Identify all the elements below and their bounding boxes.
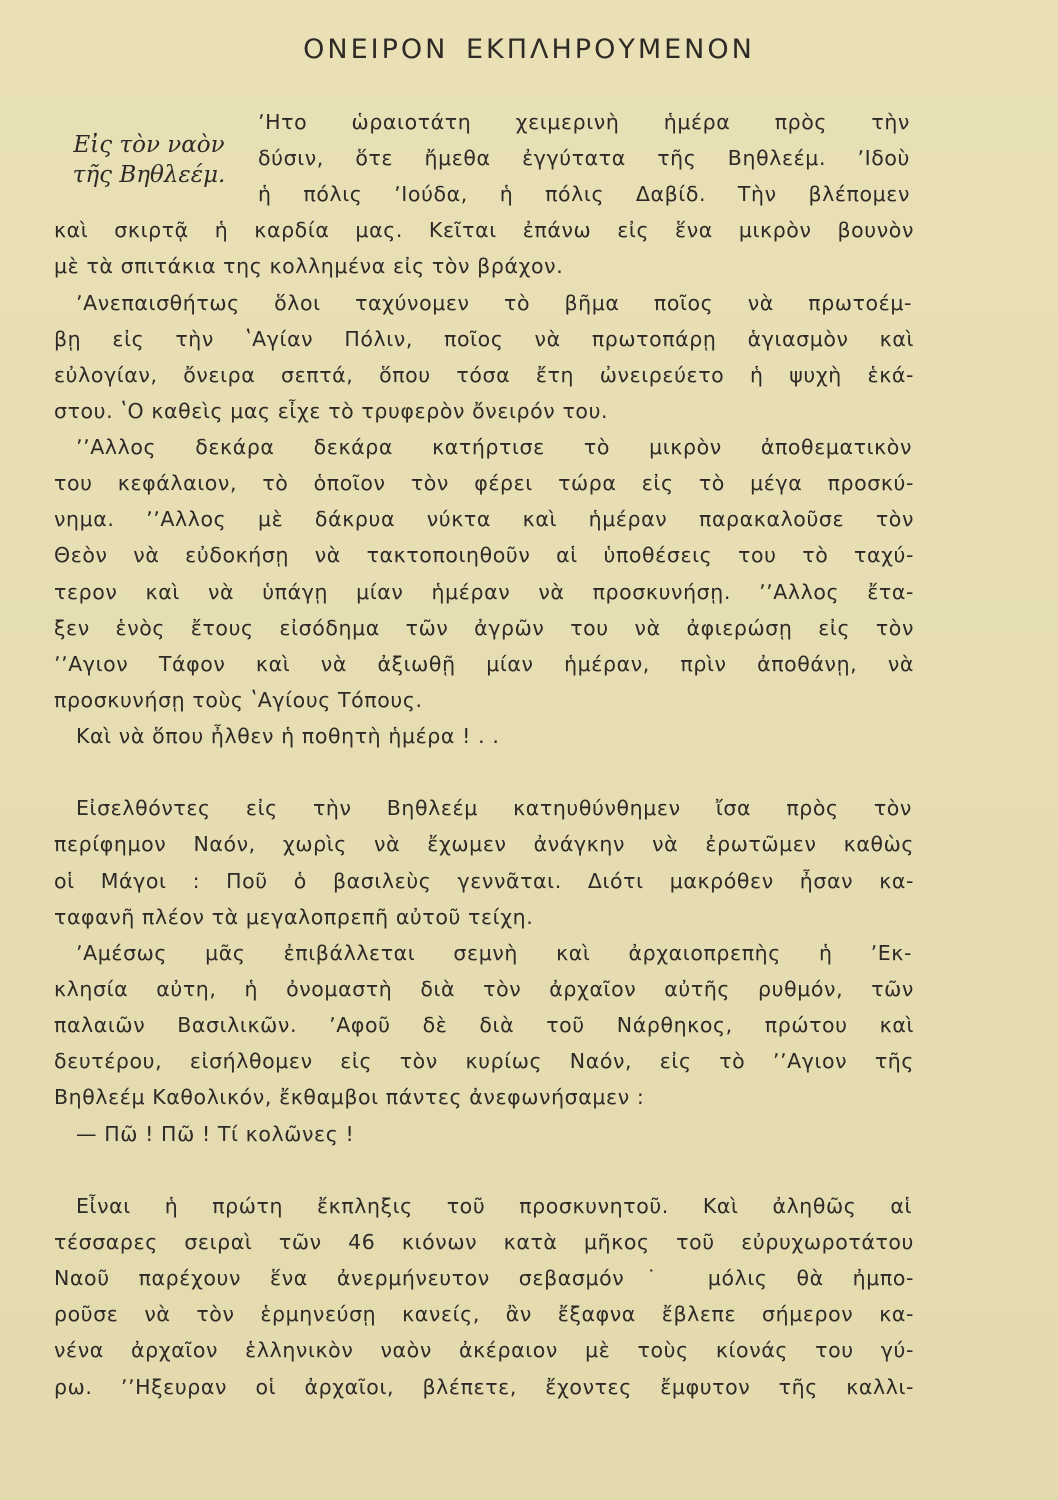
text-line: οἱ Μάγοι : Ποῦ ὁ βασιλεὺς γεννᾶται. Διότι μακρόθεν ἦσαν κα-	[54, 869, 914, 893]
text-line: Ναοῦ παρέχουν ἕνα ἀνερμήνευτον σεβασμόν˙ μόλις θὰ ἠμπο-	[54, 1266, 914, 1290]
text-line: τέσσαρες σειραὶ τῶν 46 κιόνων κατὰ μῆκος τοῦ εὐρυχωροτάτου	[54, 1230, 914, 1254]
text-line: Θεὸν νὰ εὐδοκήσῃ νὰ τακτοποιηθοῦν αἱ ὑποθέσεις του τὸ ταχύ-	[54, 543, 914, 567]
text-line: ταφανῆ πλέον τὰ μεγαλοπρεπῆ αὐτοῦ τείχη.	[54, 905, 534, 929]
text-line: ʼΗτο ὡραιοτάτη χειμερινὴ ἡμέρα πρὸς τὴν	[258, 110, 910, 134]
text-line: νένα ἀρχαῖον ἑλληνικὸν ναὸν ἀκέραιον μὲ τοὺς κίονάς του γύ-	[54, 1338, 914, 1362]
margin-note	[54, 130, 244, 190]
text-line: — Πῶ ! Πῶ ! Τί κολῶνες !	[76, 1122, 355, 1146]
text-line: Βηθλεέμ Καθολικόν, ἔκθαμβοι πάντες ἀνεφωνήσαμεν :	[54, 1085, 645, 1109]
text-line: ʼΑνεπαισθήτως ὅλοι ταχύνομεν τὸ βῆμα ποῖος νὰ πρωτοέμ-	[76, 291, 912, 315]
text-line: δύσιν, ὅτε ἤμεθα ἐγγύτατα τῆς Βηθλεέμ. ʼΙδοὺ	[258, 146, 910, 170]
margin-note-line: τῆς Βηθλεέμ.	[72, 162, 226, 188]
text-line: παλαιῶν Βασιλικῶν. ʼΑφοῦ δὲ διὰ τοῦ Νάρθηκος, πρώτου καὶ	[54, 1013, 914, 1037]
text-line: κλησία αὐτη, ἡ ὀνομαστὴ διὰ τὸν ἀρχαῖον αὐτῆς ρυθμόν, τῶν	[54, 977, 914, 1001]
text-line: ʼʼΑγιον Τάφον καὶ νὰ ἀξιωθῇ μίαν ἡμέραν, πρὶν ἀποθάνῃ, νὰ	[54, 652, 914, 676]
text-line: περίφημον Ναόν, χωρὶς νὰ ἔχωμεν ἀνάγκην νὰ ἐρωτῶμεν καθὼς	[54, 832, 914, 856]
text-line: Εἶναι ἡ πρώτη ἔκπληξις τοῦ προσκυνητοῦ. Καὶ ἀληθῶς αἱ	[76, 1194, 912, 1218]
text-line: του κεφάλαιον, τὸ ὁποῖον τὸν φέρει τώρα εἰς τὸ μέγα προσκύ-	[54, 471, 914, 495]
text-line: Καὶ νὰ ὅπου ἦλθεν ἡ ποθητὴ ἡμέρα ! . .	[76, 724, 500, 748]
text-line: ροῦσε νὰ τὸν ἑρμηνεύσῃ κανείς, ἂν ἔξαφνα ἔβλεπε σήμερον κα-	[54, 1302, 914, 1326]
text-line: μὲ τὰ σπιτάκια της κολλημένα εἰς τὸν βράχον.	[54, 254, 564, 278]
text-line: ξεν ἑνὸς ἔτους εἰσόδημα τῶν ἀγρῶν του νὰ ἀφιερώσῃ εἰς τὸν	[54, 616, 914, 640]
text-line: Εἰσελθόντες εἰς τὴν Βηθλεέμ κατηυθύνθημεν ἴσα πρὸς τὸν	[76, 796, 912, 820]
text-line: τερον καὶ νὰ ὑπάγῃ μίαν ἡμέραν νὰ προσκυνήσῃ. ʼʼΑλλος ἔτα-	[54, 580, 914, 604]
text-line: βῃ εἰς τὴν ʽΑγίαν Πόλιν, ποῖος νὰ πρωτοπάρῃ ἁγιασμὸν καὶ	[54, 327, 914, 351]
text-line: ἡ πόλις ʼΙούδα, ἡ πόλις Δαβίδ. Τὴν βλέπομεν	[258, 182, 910, 206]
page-title: ΟΝΕΙΡΟΝ ΕΚΠΛΗΡΟΥΜΕΝΟΝ	[303, 34, 755, 65]
text-line: ʼʼΑλλος δεκάρα δεκάρα κατήρτισε τὸ μικρὸν ἀποθεματικὸν	[76, 435, 912, 459]
text-line: στου. ʽΟ καθεὶς μας εἶχε τὸ τρυφερὸν ὄνειρόν του.	[54, 399, 609, 423]
text-line: εὐλογίαν, ὄνειρα σεπτά, ὅπου τόσα ἔτη ὠνειρεύετο ἡ ψυχὴ ἑκά-	[54, 363, 914, 387]
text-line: ρω. ʼʼΗξευραν οἱ ἀρχαῖοι, βλέπετε, ἔχοντες ἔμφυτον τῆς καλλι-	[54, 1375, 914, 1399]
text-line: νημα. ʼʼΑλλος μὲ δάκρυα νύκτα καὶ ἡμέραν παρακαλοῦσε τὸν	[54, 507, 914, 531]
margin-note-line: Εἰς τὸν ναὸν	[73, 132, 225, 158]
text-line: ʼΑμέσως μᾶς ἐπιβάλλεται σεμνὴ καὶ ἀρχαιοπρεπὴς ἡ ʼΕκ-	[76, 941, 912, 965]
text-line: προσκυνήσῃ τοὺς ʽΑγίους Τόπους.	[54, 688, 423, 712]
text-line: δευτέρου, εἰσήλθομεν εἰς τὸν κυρίως Ναόν, εἰς τὸ ʼʼΑγιον τῆς	[54, 1049, 914, 1073]
text-line: καὶ σκιρτᾷ ἡ καρδία μας. Κεῖται ἐπάνω εἰς ἕνα μικρὸν βουνὸν	[54, 218, 914, 242]
